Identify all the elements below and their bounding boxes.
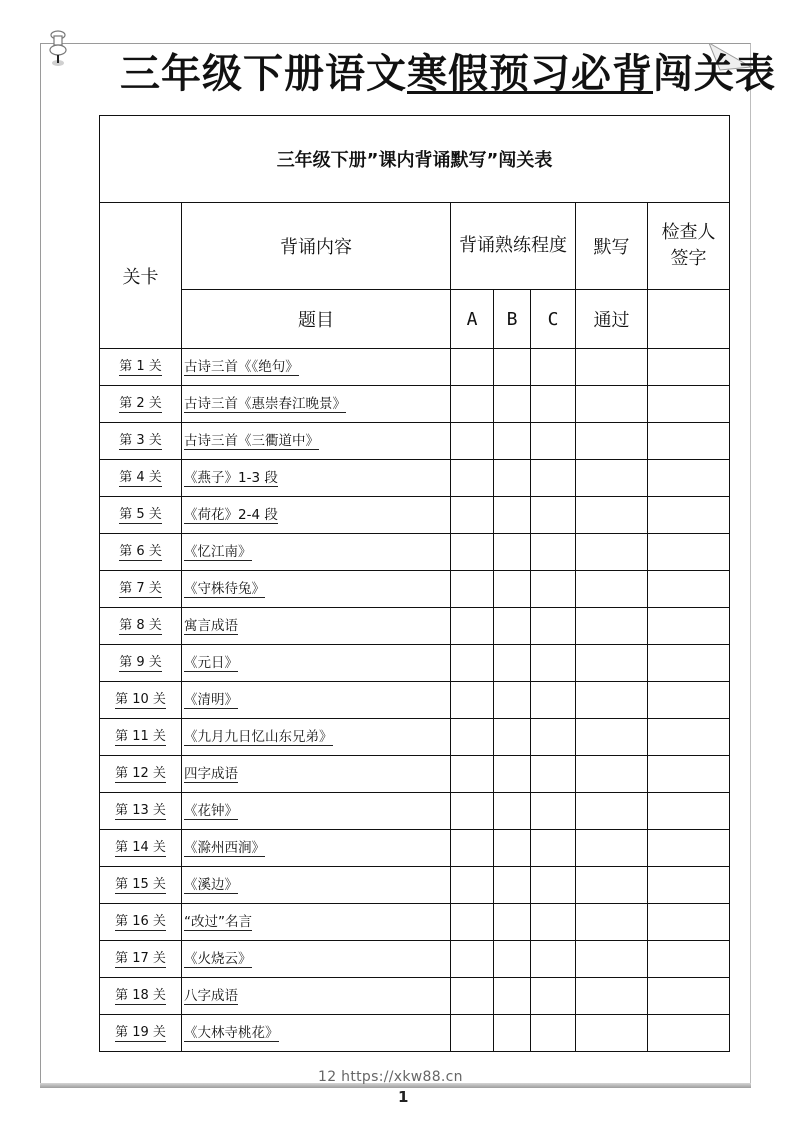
footer-url: 12 https://xkw88.cn bbox=[318, 1069, 463, 1085]
passed-cell[interactable] bbox=[576, 423, 648, 460]
topic-cell bbox=[182, 386, 451, 423]
grade-a-cell[interactable] bbox=[451, 978, 494, 1015]
grade-b-cell[interactable] bbox=[494, 460, 531, 497]
grade-b-cell[interactable] bbox=[494, 1015, 531, 1052]
table-row bbox=[100, 1015, 730, 1052]
topic-cell bbox=[182, 682, 451, 719]
topic-label: 《元日》 bbox=[184, 654, 238, 671]
passed-cell[interactable] bbox=[576, 719, 648, 756]
level-label: 第 16 关 bbox=[115, 913, 166, 929]
header-checker-blank bbox=[648, 290, 730, 349]
checker-signature-cell[interactable] bbox=[648, 497, 730, 534]
level-label: 第 15 关 bbox=[115, 876, 166, 892]
header-grade-a: A bbox=[451, 290, 494, 349]
checker-signature-cell[interactable] bbox=[648, 719, 730, 756]
grade-b-cell[interactable] bbox=[494, 719, 531, 756]
topic-cell bbox=[182, 867, 451, 904]
header-checker bbox=[648, 203, 730, 290]
topic-cell bbox=[182, 608, 451, 645]
table-subtitle: 三年级下册”课内背诵默写”闯关表 bbox=[100, 116, 730, 203]
topic-label: 古诗三首《三衢道中》 bbox=[184, 432, 319, 449]
checker-signature-cell[interactable] bbox=[648, 941, 730, 978]
table-row bbox=[100, 349, 730, 386]
table-row bbox=[100, 608, 730, 645]
level-label: 第 4 关 bbox=[119, 469, 162, 485]
level-cell bbox=[100, 608, 182, 645]
checker-signature-cell[interactable] bbox=[648, 756, 730, 793]
topic-label: 《滁州西涧》 bbox=[184, 839, 265, 856]
level-label: 第 8 关 bbox=[119, 617, 162, 633]
header-dictation: 默写 bbox=[576, 203, 648, 290]
topic-label: 八字成语 bbox=[184, 987, 238, 1004]
table-row bbox=[100, 645, 730, 682]
checker-signature-cell[interactable] bbox=[648, 645, 730, 682]
recitation-table bbox=[99, 115, 730, 1052]
title-part-1: 三年级下册语文 bbox=[120, 51, 407, 97]
grade-c-cell[interactable] bbox=[531, 756, 576, 793]
checker-signature-cell[interactable] bbox=[648, 978, 730, 1015]
grade-a-cell[interactable] bbox=[451, 608, 494, 645]
level-cell bbox=[100, 497, 182, 534]
table-row bbox=[100, 423, 730, 460]
table-row bbox=[100, 571, 730, 608]
grade-a-cell[interactable] bbox=[451, 941, 494, 978]
table-row bbox=[100, 756, 730, 793]
passed-cell[interactable] bbox=[576, 867, 648, 904]
topic-label: 《荷花》2-4 段 bbox=[184, 506, 278, 523]
table-row bbox=[100, 497, 730, 534]
passed-cell[interactable] bbox=[576, 386, 648, 423]
grade-b-cell[interactable] bbox=[494, 682, 531, 719]
passed-cell[interactable] bbox=[576, 349, 648, 386]
topic-cell bbox=[182, 793, 451, 830]
topic-cell bbox=[182, 830, 451, 867]
header-content: 背诵内容 bbox=[182, 203, 451, 290]
passed-cell[interactable] bbox=[576, 497, 648, 534]
topic-label: “改过”名言 bbox=[184, 913, 252, 930]
passed-cell[interactable] bbox=[576, 1015, 648, 1052]
topic-label: 古诗三首《《绝句》 bbox=[184, 358, 299, 375]
table-row bbox=[100, 460, 730, 497]
level-label: 第 7 关 bbox=[119, 580, 162, 596]
passed-cell[interactable] bbox=[576, 978, 648, 1015]
level-label: 第 6 关 bbox=[119, 543, 162, 559]
topic-label: 《九月九日忆山东兄弟》 bbox=[184, 728, 333, 745]
table-body bbox=[100, 349, 730, 1052]
grade-a-cell[interactable] bbox=[451, 460, 494, 497]
grade-a-cell[interactable] bbox=[451, 756, 494, 793]
grade-a-cell[interactable] bbox=[451, 423, 494, 460]
topic-label: 古诗三首《惠崇春江晚景》 bbox=[184, 395, 346, 412]
header-proficiency bbox=[451, 203, 576, 290]
checker-signature-cell[interactable] bbox=[648, 1015, 730, 1052]
grade-c-cell[interactable] bbox=[531, 386, 576, 423]
checker-signature-cell[interactable] bbox=[648, 867, 730, 904]
topic-label: 寓言成语 bbox=[184, 617, 238, 634]
checker-signature-cell[interactable] bbox=[648, 423, 730, 460]
grade-c-cell[interactable] bbox=[531, 534, 576, 571]
header-topic: 题目 bbox=[182, 290, 451, 349]
checker-signature-cell[interactable] bbox=[648, 793, 730, 830]
level-cell bbox=[100, 682, 182, 719]
checker-signature-cell[interactable] bbox=[648, 830, 730, 867]
passed-cell[interactable] bbox=[576, 645, 648, 682]
table-row bbox=[100, 719, 730, 756]
topic-cell bbox=[182, 978, 451, 1015]
grade-c-cell[interactable] bbox=[531, 941, 576, 978]
topic-label: 《大林寺桃花》 bbox=[184, 1024, 279, 1041]
passed-cell[interactable] bbox=[576, 682, 648, 719]
grade-a-cell[interactable] bbox=[451, 793, 494, 830]
grade-a-cell[interactable] bbox=[451, 1015, 494, 1052]
topic-cell bbox=[182, 645, 451, 682]
passed-cell[interactable] bbox=[576, 534, 648, 571]
level-cell bbox=[100, 719, 182, 756]
grade-c-cell[interactable] bbox=[531, 978, 576, 1015]
table-row bbox=[100, 904, 730, 941]
table-row bbox=[100, 793, 730, 830]
grade-b-cell[interactable] bbox=[494, 756, 531, 793]
level-label: 第 19 关 bbox=[115, 1024, 166, 1040]
page-number: 1 bbox=[398, 1088, 409, 1106]
level-cell bbox=[100, 1015, 182, 1052]
header-passed: 通过 bbox=[576, 290, 648, 349]
checker-signature-cell[interactable] bbox=[648, 571, 730, 608]
grade-b-cell[interactable] bbox=[494, 386, 531, 423]
grade-a-cell[interactable] bbox=[451, 719, 494, 756]
topic-label: 《火烧云》 bbox=[184, 950, 252, 967]
header-grade-c: C bbox=[531, 290, 576, 349]
level-label: 第 14 关 bbox=[115, 839, 166, 855]
checker-signature-cell[interactable] bbox=[648, 534, 730, 571]
grade-a-cell[interactable] bbox=[451, 682, 494, 719]
grade-c-cell[interactable] bbox=[531, 497, 576, 534]
page-title bbox=[120, 48, 776, 100]
table-row bbox=[100, 386, 730, 423]
checker-signature-cell[interactable] bbox=[648, 608, 730, 645]
level-label: 第 13 关 bbox=[115, 802, 166, 818]
checker-signature-cell[interactable] bbox=[648, 904, 730, 941]
topic-cell bbox=[182, 534, 451, 571]
checker-signature-cell[interactable] bbox=[648, 460, 730, 497]
table-row bbox=[100, 867, 730, 904]
header-proficiency-label: 背诵熟练程度 bbox=[459, 235, 567, 256]
grade-b-cell[interactable] bbox=[494, 904, 531, 941]
grade-c-cell[interactable] bbox=[531, 1015, 576, 1052]
grade-c-cell[interactable] bbox=[531, 719, 576, 756]
topic-cell bbox=[182, 756, 451, 793]
passed-cell[interactable] bbox=[576, 793, 648, 830]
checker-signature-cell[interactable] bbox=[648, 682, 730, 719]
grade-c-cell[interactable] bbox=[531, 904, 576, 941]
grade-a-cell[interactable] bbox=[451, 645, 494, 682]
topic-cell bbox=[182, 423, 451, 460]
header-grade-b: B bbox=[494, 290, 531, 349]
topic-cell bbox=[182, 497, 451, 534]
level-label: 第 5 关 bbox=[119, 506, 162, 522]
grade-c-cell[interactable] bbox=[531, 645, 576, 682]
level-cell bbox=[100, 978, 182, 1015]
grade-b-cell[interactable] bbox=[494, 497, 531, 534]
passed-cell[interactable] bbox=[576, 756, 648, 793]
grade-c-cell[interactable] bbox=[531, 682, 576, 719]
level-cell bbox=[100, 460, 182, 497]
topic-cell bbox=[182, 349, 451, 386]
topic-cell bbox=[182, 941, 451, 978]
level-label: 第 2 关 bbox=[119, 395, 162, 411]
passed-cell[interactable] bbox=[576, 830, 648, 867]
level-label: 第 10 关 bbox=[115, 691, 166, 707]
grade-b-cell[interactable] bbox=[494, 608, 531, 645]
title-part-3: 闯关表 bbox=[653, 51, 776, 97]
level-label: 第 3 关 bbox=[119, 432, 162, 448]
checker-signature-cell[interactable] bbox=[648, 349, 730, 386]
topic-label: 《花钟》 bbox=[184, 802, 238, 819]
grade-a-cell[interactable] bbox=[451, 830, 494, 867]
grade-a-cell[interactable] bbox=[451, 386, 494, 423]
table-row bbox=[100, 941, 730, 978]
topic-label: 《溪边》 bbox=[184, 876, 238, 893]
grade-a-cell[interactable] bbox=[451, 534, 494, 571]
level-cell bbox=[100, 830, 182, 867]
topic-cell bbox=[182, 460, 451, 497]
grade-b-cell[interactable] bbox=[494, 534, 531, 571]
level-cell bbox=[100, 534, 182, 571]
level-cell bbox=[100, 793, 182, 830]
grade-b-cell[interactable] bbox=[494, 941, 531, 978]
topic-cell bbox=[182, 571, 451, 608]
grade-a-cell[interactable] bbox=[451, 349, 494, 386]
topic-label: 《燕子》1-3 段 bbox=[184, 469, 278, 486]
level-label: 第 1 关 bbox=[119, 358, 162, 374]
pushpin-icon bbox=[46, 30, 70, 72]
grade-b-cell[interactable] bbox=[494, 423, 531, 460]
level-cell bbox=[100, 645, 182, 682]
grade-c-cell[interactable] bbox=[531, 423, 576, 460]
level-cell bbox=[100, 756, 182, 793]
grade-b-cell[interactable] bbox=[494, 571, 531, 608]
grade-a-cell[interactable] bbox=[451, 571, 494, 608]
grade-a-cell[interactable] bbox=[451, 497, 494, 534]
table-row bbox=[100, 682, 730, 719]
passed-cell[interactable] bbox=[576, 460, 648, 497]
level-label: 第 18 关 bbox=[115, 987, 166, 1003]
level-label: 第 11 关 bbox=[115, 728, 166, 744]
grade-c-cell[interactable] bbox=[531, 867, 576, 904]
header-level: 关卡 bbox=[100, 203, 182, 349]
level-cell bbox=[100, 349, 182, 386]
grade-c-cell[interactable] bbox=[531, 349, 576, 386]
header-checker-label: 检查人签字 bbox=[661, 222, 716, 269]
grade-c-cell[interactable] bbox=[531, 571, 576, 608]
grade-b-cell[interactable] bbox=[494, 645, 531, 682]
level-cell bbox=[100, 423, 182, 460]
level-cell bbox=[100, 904, 182, 941]
grade-c-cell[interactable] bbox=[531, 793, 576, 830]
grade-b-cell[interactable] bbox=[494, 793, 531, 830]
level-label: 第 9 关 bbox=[119, 654, 162, 670]
grade-c-cell[interactable] bbox=[531, 460, 576, 497]
topic-cell bbox=[182, 1015, 451, 1052]
topic-cell bbox=[182, 904, 451, 941]
passed-cell[interactable] bbox=[576, 941, 648, 978]
grade-b-cell[interactable] bbox=[494, 349, 531, 386]
grade-c-cell[interactable] bbox=[531, 608, 576, 645]
passed-cell[interactable] bbox=[576, 608, 648, 645]
grade-b-cell[interactable] bbox=[494, 867, 531, 904]
table-row bbox=[100, 978, 730, 1015]
table-row bbox=[100, 534, 730, 571]
title-part-2-underlined: 寒假预习必背 bbox=[407, 51, 653, 97]
grade-b-cell[interactable] bbox=[494, 830, 531, 867]
topic-label: 四字成语 bbox=[184, 765, 238, 782]
checker-signature-cell[interactable] bbox=[648, 386, 730, 423]
topic-label: 《清明》 bbox=[184, 691, 238, 708]
topic-label: 《守株待兔》 bbox=[184, 580, 265, 597]
topic-cell bbox=[182, 719, 451, 756]
table-row bbox=[100, 830, 730, 867]
grade-a-cell[interactable] bbox=[451, 904, 494, 941]
level-cell bbox=[100, 867, 182, 904]
topic-label: 《忆江南》 bbox=[184, 543, 252, 560]
level-label: 第 17 关 bbox=[115, 950, 166, 966]
passed-cell[interactable] bbox=[576, 904, 648, 941]
grade-a-cell[interactable] bbox=[451, 867, 494, 904]
level-cell bbox=[100, 941, 182, 978]
passed-cell[interactable] bbox=[576, 571, 648, 608]
level-cell bbox=[100, 386, 182, 423]
level-label: 第 12 关 bbox=[115, 765, 166, 781]
grade-c-cell[interactable] bbox=[531, 830, 576, 867]
grade-b-cell[interactable] bbox=[494, 978, 531, 1015]
level-cell bbox=[100, 571, 182, 608]
